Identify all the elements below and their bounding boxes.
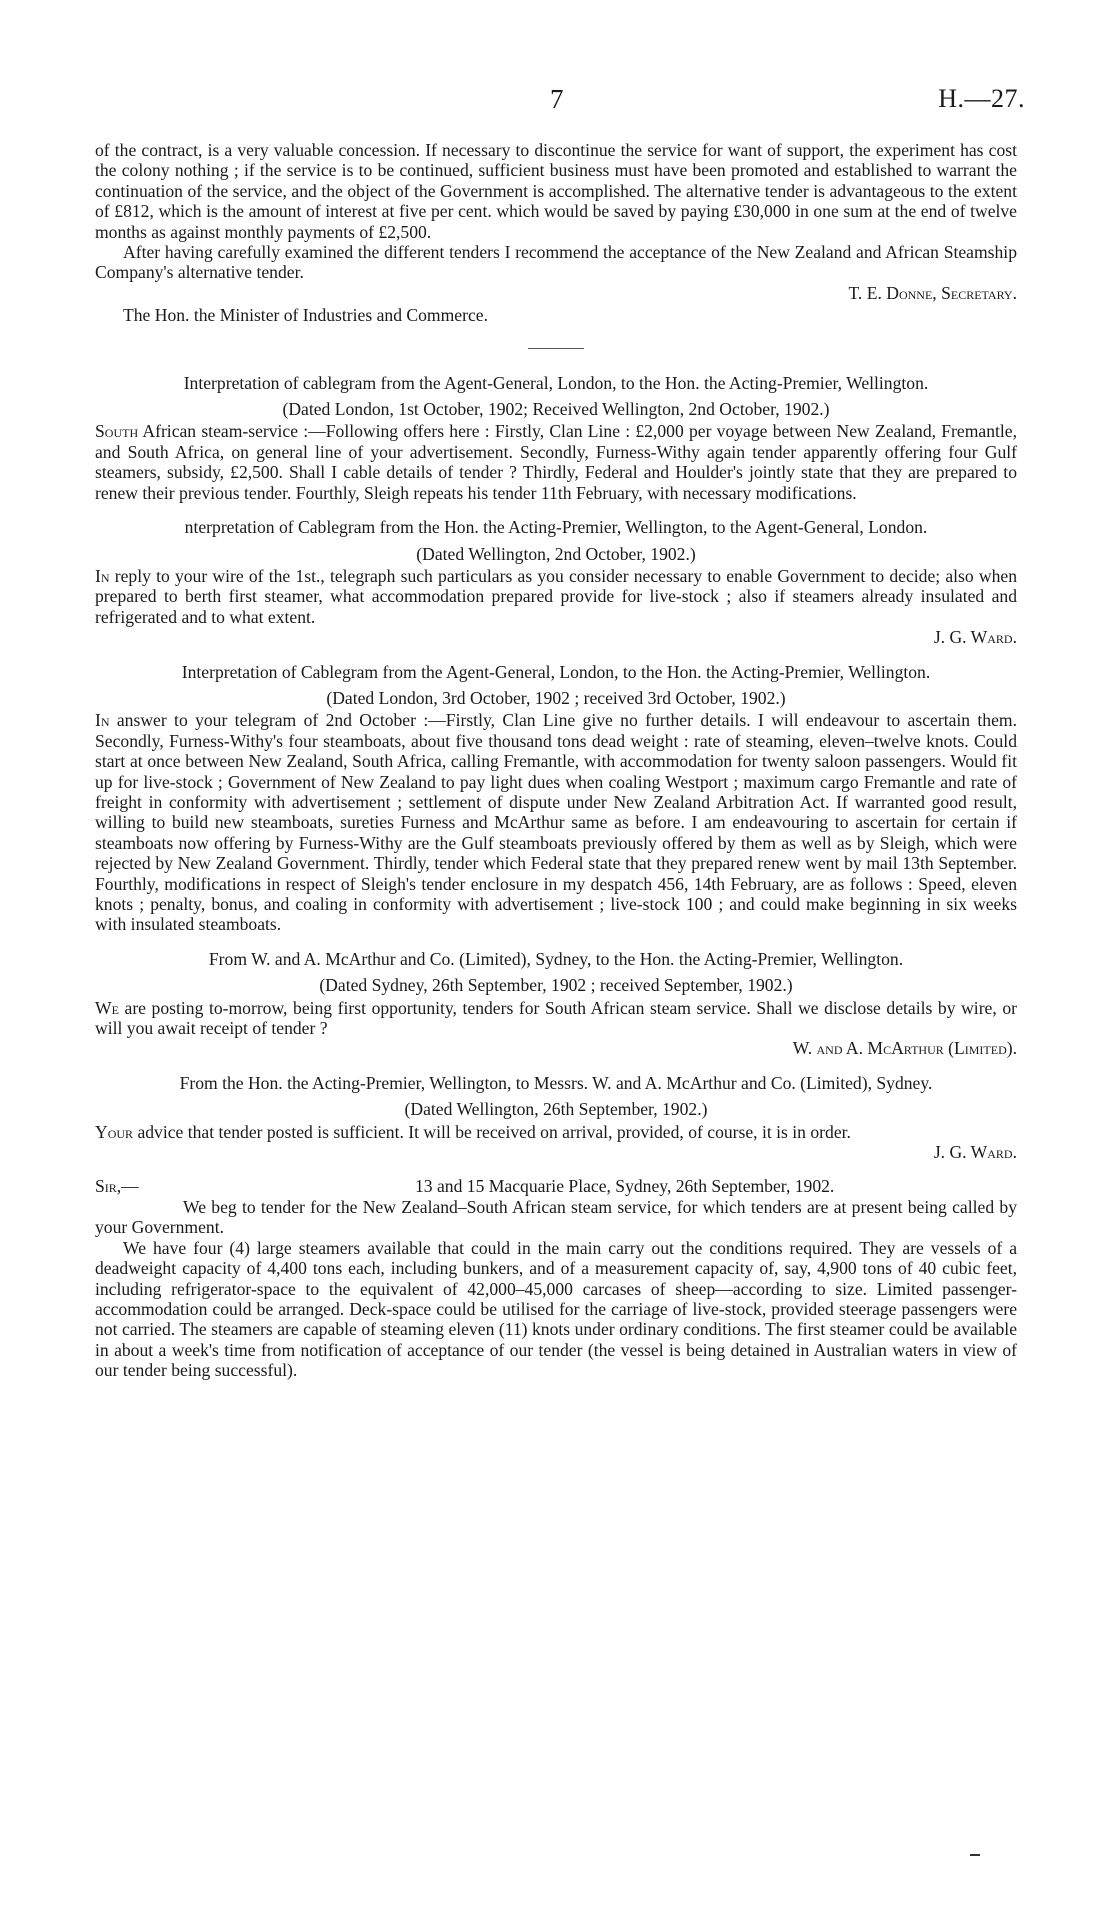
letter-paragraph-1: We beg to tender for the New Zealand–South African steam service, for which tenders are at present being called by your Government. bbox=[95, 1196, 1017, 1238]
page-header bbox=[95, 84, 1025, 124]
telegram-5-signature: J. G. Ward. bbox=[933, 1142, 1017, 1163]
telegram-4-signature: W. and A. McArthur (Limited). bbox=[792, 1038, 1017, 1059]
telegram-5-text bbox=[95, 1122, 1017, 1142]
letter-heading bbox=[95, 1176, 1017, 1196]
cablegram-1-text bbox=[95, 421, 1017, 503]
document-reference: H.—27. bbox=[938, 84, 1025, 113]
telegram-5-body: advice that tender posted is sufficient. It will be received on arrival, provided, of course, it is in order. bbox=[133, 1121, 851, 1142]
cablegram-1-body: African steam-service :—Following offers here : Firstly, Clan Line : £2,000 per voyage between New Zealand, Fremantle, and South Africa, on general line of your advertisement. Secondly, Furness-Withy again tender apparently offering four Gulf steamers, subsidy, £2,500. Shall I cable details of tender ? Thirdly, Federal and Houlder's jointly state that they are prepared to renew their previous tender. Fourthly, Sleigh repeats his tender 11th February, with necessary modifications. bbox=[95, 421, 1017, 503]
telegram-4-text bbox=[95, 998, 1017, 1039]
letter-address: 13 and 15 Macquarie Place, Sydney, 26th September, 1902. bbox=[415, 1176, 835, 1197]
section-divider bbox=[528, 348, 584, 349]
cablegram-1-heading: Interpretation of cablegram from the Agent-General, London, to the Hon. the Acting-Premier, Wellington. bbox=[183, 372, 929, 393]
paragraph-contract-conclusion: of the contract, is a very valuable concession. If necessary to discontinue the service for want of support, the experiment has cost the colony nothing ; if the service is to be continued, sufficient business must have been promoted and established to warrant the continuation of the service, and the object of the Government is accomplished. The alternative tender is advantageous to the extent of £812, which is the amount of interest at five per cent. which would be saved by paying £30,000 in one sum at the end of twelve months as against monthly payments of £2,500. bbox=[95, 140, 1017, 242]
cablegram-2-body: reply to your wire of the 1st., telegraph such particulars as you consider necessary to enable Government to decide; also when prepared to berth first steamer, what accommodation prepared provide for live-stock ; also if steamers already insulated and refrigerated and to what extent. bbox=[95, 565, 1017, 627]
margin-mark bbox=[970, 1854, 980, 1856]
cablegram-2-lead: In bbox=[95, 565, 110, 586]
paragraph-recommendation: After having carefully examined the different tenders I recommend the acceptance of the New Zealand and African Steamship Company's alternative tender. bbox=[95, 242, 1017, 283]
cablegram-3-lead: In bbox=[95, 710, 110, 731]
cablegram-3-heading: Interpretation of Cablegram from the Agent-General, London, to the Hon. the Acting-Premier, Wellington. bbox=[181, 661, 931, 682]
cablegram-2-heading: nterpretation of Cablegram from the Hon. the Acting-Premier, Wellington, to the Agent-General, London. bbox=[184, 517, 928, 538]
letter-salutation: Sir,— bbox=[95, 1176, 139, 1197]
letter-paragraph-2: We have four (4) large steamers available that could in the main carry out the conditions required. They are vessels of a deadweight capacity of 4,400 tons each, including bunkers, and of a measurement capacity of, say, 4,900 tons of 40 cubic feet, including refrigerator-space to the equivalent of 42,000–45,000 carcases of sheep—according to size. Limited passenger-accommodation could be arranged. Deck-space could be utilised for the carriage of live-stock, provided steerage passengers were not carried. The steamers are capable of steaming eleven (11) knots under ordinary conditions. The first steamer could be available in about a week's time from notification of acceptance of our tender (the vessel is being detained in Australian waters in view of our tender being successful). bbox=[95, 1237, 1017, 1381]
telegram-4-lead: We bbox=[95, 997, 119, 1018]
signature-donne: T. E. Donne, Secretary. bbox=[848, 282, 1017, 303]
telegram-5-dated: (Dated Wellington, 26th September, 1902.) bbox=[404, 1099, 708, 1120]
telegram-5-heading: From the Hon. the Acting-Premier, Wellington, to Messrs. W. and A. McArthur and Co. (Limited), Sydney. bbox=[179, 1072, 933, 1093]
cablegram-2-signature: J. G. Ward. bbox=[933, 627, 1017, 648]
addressee-minister: The Hon. the Minister of Industries and Commerce. bbox=[123, 305, 488, 326]
telegram-5-lead: Your bbox=[95, 1121, 134, 1142]
page-body bbox=[95, 140, 1017, 1381]
telegram-4-heading: From W. and A. McArthur and Co. (Limited), Sydney, to the Hon. the Acting-Premier, Wellington. bbox=[208, 948, 904, 969]
cablegram-2-dated: (Dated Wellington, 2nd October, 1902.) bbox=[416, 543, 696, 564]
telegram-4-body: are posting to-morrow, being first opportunity, tenders for South African steam service. Shall we disclose details by wire, or will you await receipt of tender ? bbox=[95, 997, 1017, 1039]
cablegram-2-text bbox=[95, 566, 1017, 627]
cablegram-1-lead: South bbox=[95, 421, 139, 442]
cablegram-3-body: answer to your telegram of 2nd October :—Firstly, Clan Line give no further details. I will endeavour to ascertain them. Secondly, Furness-Withy's four steamboats, about five thousand tons dead weight : rate of steaming, eleven–twelve knots. Could start at once between New Zealand, South Africa, calling Fremantle, with accommodation for twenty saloon passengers. Would fit up for live-stock ; Government of New Zealand to pay light dues when coaling Westport ; maximum cargo Fremantle and rate of freight in conformity with advertisement ; settlement of dispute under New Zealand Arbitration Act. If warranted good result, willing to build new steamboats, sureties Furness and McArthur same as before. I am endeavouring to ascertain for certain if steamboats now offering by Furness-Withy are the Gulf steamboats previously offered by them as well as by Sleigh, which were rejected by New Zealand Government. Thirdly, tender which Federal state that they prepared renew went by mail 13th September. Fourthly, modifications in respect of Sleigh's tender enclosure in my despatch 456, 14th February, are as follows : Speed, eleven knots ; penalty, bonus, and coaling in conformity with advertisement ; live-stock 100 ; and could make beginning in six weeks with insulated steamboats. bbox=[95, 710, 1017, 935]
telegram-4-dated: (Dated Sydney, 26th September, 1902 ; received September, 1902.) bbox=[319, 975, 793, 996]
page-number: 7 bbox=[550, 84, 564, 114]
cablegram-1-dated: (Dated London, 1st October, 1902; Received Wellington, 2nd October, 1902.) bbox=[282, 399, 830, 420]
cablegram-3-dated: (Dated London, 3rd October, 1902 ; received 3rd October, 1902.) bbox=[326, 687, 786, 708]
cablegram-3-text bbox=[95, 710, 1017, 934]
